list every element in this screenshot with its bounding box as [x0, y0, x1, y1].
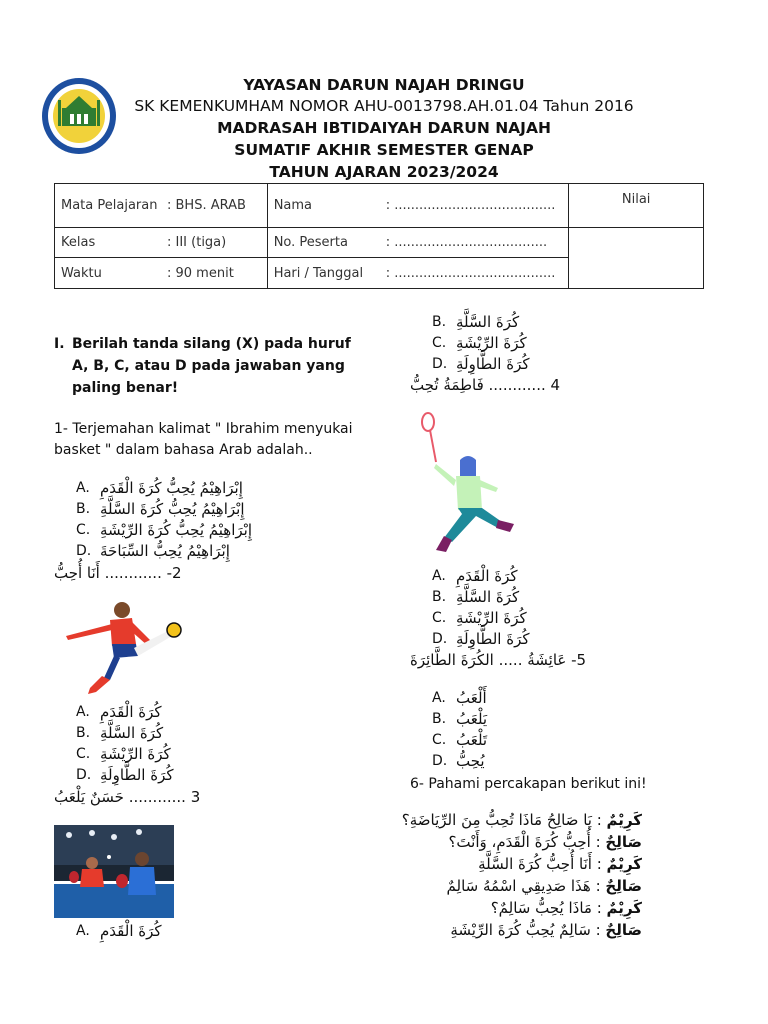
- q5-option-d[interactable]: [432, 751, 532, 771]
- exam-title: SUMATIF AKHIR SEMESTER GENAP: [234, 141, 534, 159]
- dialog-text: : أَنَا أُحِبُّ كُرَةَ السَّلَّةِ: [478, 855, 602, 873]
- dialog-line: [410, 876, 642, 897]
- dialog-line: [410, 854, 642, 875]
- question-5-text: 5- عَائِشَةُ ..... الكُرَةَ الطَّائِرَةَ: [410, 651, 587, 669]
- q5-option-c[interactable]: [432, 730, 532, 750]
- subject-value: : BHS. ARAB: [167, 198, 246, 213]
- option-letter: D.: [76, 543, 92, 559]
- option-text: كُرَةَ الرِّيْشَةِ: [100, 745, 171, 763]
- option-letter: B.: [76, 725, 91, 741]
- name-value: : .......................................: [385, 198, 556, 213]
- option-text: إِبْرَاهِيْمُ يُحِبُّ كُرَةَ الرِّيْشَةِ: [100, 521, 252, 539]
- dialog-text: : يَا صَالِحُ مَاذَا تُحِبُّ مِنَ الرِّيَاضَةِ؟: [401, 811, 602, 829]
- date-label: Hari / Tanggal: [273, 265, 364, 281]
- q4-option-c[interactable]: [432, 608, 572, 628]
- date-cell: [267, 258, 569, 289]
- option-text: كُرَةَ الْقَدَمِ: [456, 567, 518, 585]
- option-letter: C.: [432, 610, 447, 626]
- legal-decree: SK KEMENKUMHAM NOMOR AHU-0013798.AH.01.04 Tahun 2016: [134, 97, 634, 115]
- name-label: Nama: [273, 198, 313, 213]
- q2-option-a[interactable]: [76, 702, 216, 722]
- option-letter: D.: [76, 767, 92, 783]
- question-2-text: 2- ............ أَنَا أُحِبُّ: [54, 564, 182, 582]
- option-letter: D.: [432, 631, 448, 647]
- q3-option-b[interactable]: [432, 312, 572, 332]
- dialog-line: [401, 810, 642, 831]
- option-letter: B.: [432, 711, 447, 727]
- section-instruction: Berilah tanda silang (X) pada huruf A, B, C, atau D pada jawaban yang paling benar!: [72, 336, 351, 396]
- foundation-title: YAYASAN DARUN NAJAH DRINGU: [243, 76, 525, 94]
- q2-option-b[interactable]: [76, 723, 216, 743]
- time-value: : 90 menit: [167, 265, 234, 281]
- option-text: كُرَةَ الطَّاوِلَةِ: [456, 355, 530, 373]
- dialog-line: [410, 920, 642, 941]
- q5-option-b[interactable]: [432, 709, 532, 729]
- name-cell: [267, 184, 569, 228]
- option-text: كُرَةَ الطَّاوِلَةِ: [100, 766, 174, 784]
- option-letter: C.: [432, 335, 447, 351]
- dialog-text: : أُحِبُّ كُرَةَ الْقَدَمِ، وَأَنْتَ؟: [448, 833, 601, 851]
- table-tennis-image: [54, 825, 174, 918]
- option-text: كُرَةَ السَّلَّةِ: [456, 313, 520, 331]
- option-letter: A.: [76, 480, 90, 496]
- badminton-player-image: [410, 410, 530, 562]
- q1-option-c[interactable]: [76, 520, 276, 540]
- q3-option-d[interactable]: [432, 354, 572, 374]
- option-text: يَلْعَبُ: [456, 710, 488, 728]
- score-label-cell: [569, 184, 704, 228]
- option-text: إِبْرَاهِيْمُ يُحِبُّ كُرَةَ الْقَدَمِ: [100, 479, 243, 497]
- question-1-text: 1- Terjemahan kalimat " Ibrahim menyukai basket " dalam bahasa Arab adalah..: [54, 421, 353, 458]
- option-text: كُرَةَ الرِّيْشَةِ: [456, 334, 527, 352]
- option-text: أَلْعَبُ: [456, 689, 487, 707]
- option-letter: A.: [76, 923, 90, 939]
- question-3-text: 3 ............ حَسَنٌ يَلْعَبُ: [54, 788, 201, 806]
- number-label: No. Peserta: [273, 235, 348, 250]
- q2-option-d[interactable]: [76, 765, 216, 785]
- option-letter: D.: [432, 753, 448, 769]
- number-value: : .....................................: [385, 235, 548, 250]
- score-box[interactable]: [569, 228, 704, 289]
- q5-option-a[interactable]: [432, 688, 532, 708]
- class-value: : III (tiga): [167, 235, 227, 250]
- option-text: تَلْعَبُ: [456, 731, 488, 749]
- option-letter: B.: [76, 501, 91, 517]
- q4-option-b[interactable]: [432, 587, 572, 607]
- option-letter: A.: [432, 568, 446, 584]
- class-cell: [55, 228, 268, 258]
- option-letter: B.: [432, 589, 447, 605]
- class-label: Kelas: [61, 235, 96, 250]
- option-text: كُرَةَ الرِّيْشَةِ: [456, 609, 527, 627]
- school-name: MADRASAH IBTIDAIYAH DARUN NAJAH: [217, 119, 551, 137]
- soccer-player-image: [58, 598, 186, 698]
- option-letter: C.: [432, 732, 447, 748]
- option-letter: A.: [432, 690, 446, 706]
- option-letter: C.: [76, 746, 91, 762]
- speaker-name: صَالِحٌ: [605, 921, 642, 939]
- time-label: Waktu: [61, 265, 102, 281]
- option-text: إِبْرَاهِيْمُ يُحِبُّ كُرَةَ السَّلَّةِ: [100, 500, 245, 518]
- option-text: كُرَةَ السَّلَّةِ: [456, 588, 520, 606]
- option-text: يُحِبُّ: [456, 752, 485, 770]
- q1-option-a[interactable]: [76, 478, 276, 498]
- question-4-text: 4 ............ فَاطِمَةُ تُحِبُّ: [410, 376, 561, 394]
- date-value: : .......................................: [385, 265, 556, 281]
- option-letter: D.: [432, 356, 448, 372]
- number-cell: [267, 228, 569, 258]
- speaker-name: كَرِيْمٌ: [606, 899, 642, 917]
- dialog-text: : مَاذَا يُحِبُّ سَالِمٌ؟: [490, 899, 602, 917]
- q1-option-d[interactable]: [76, 541, 276, 561]
- option-letter: C.: [76, 522, 91, 538]
- q3-option-a[interactable]: [76, 921, 216, 941]
- option-text: كُرَةَ الْقَدَمِ: [100, 703, 162, 721]
- dialog-text: : سَالِمٌ يُحِبُّ كُرَةَ الرِّيْشَةِ: [450, 921, 601, 939]
- academic-year: TAHUN AJARAN 2023/2024: [269, 163, 499, 181]
- speaker-name: صَالِحٌ: [605, 833, 642, 851]
- q4-option-a[interactable]: [432, 566, 572, 586]
- subject-cell: [55, 184, 268, 228]
- time-cell: [55, 258, 268, 289]
- q1-option-b[interactable]: [76, 499, 276, 519]
- option-text: كُرَةَ السَّلَّةِ: [100, 724, 164, 742]
- dialog-line: [410, 898, 642, 919]
- option-letter: A.: [76, 704, 90, 720]
- q2-option-c[interactable]: [76, 744, 216, 764]
- q4-option-d[interactable]: [432, 629, 572, 649]
- question-6-text: 6- Pahami percakapan berikut ini!: [410, 776, 647, 792]
- speaker-name: كَرِيْمٌ: [606, 855, 642, 873]
- subject-label: Mata Pelajaran: [61, 198, 158, 213]
- q3-option-c[interactable]: [432, 333, 572, 353]
- dialog-text: : هَذَا صَدِيقِي اسْمُهُ سَالِمٌ: [446, 877, 601, 895]
- section-number: I.: [54, 336, 65, 352]
- option-text: كُرَةَ الطَّاوِلَةِ: [456, 630, 530, 648]
- speaker-name: كَرِيْمٌ: [606, 811, 642, 829]
- score-label: Nilai: [621, 192, 651, 207]
- student-info-table: [54, 183, 704, 289]
- speaker-name: صَالِحٌ: [605, 877, 642, 895]
- dialog-line: [410, 832, 642, 853]
- option-text: كُرَةَ الْقَدَمِ: [100, 922, 162, 940]
- option-text: إِبْرَاهِيْمُ يُحِبُّ السِّبَاحَةَ: [100, 542, 230, 560]
- option-letter: B.: [432, 314, 447, 330]
